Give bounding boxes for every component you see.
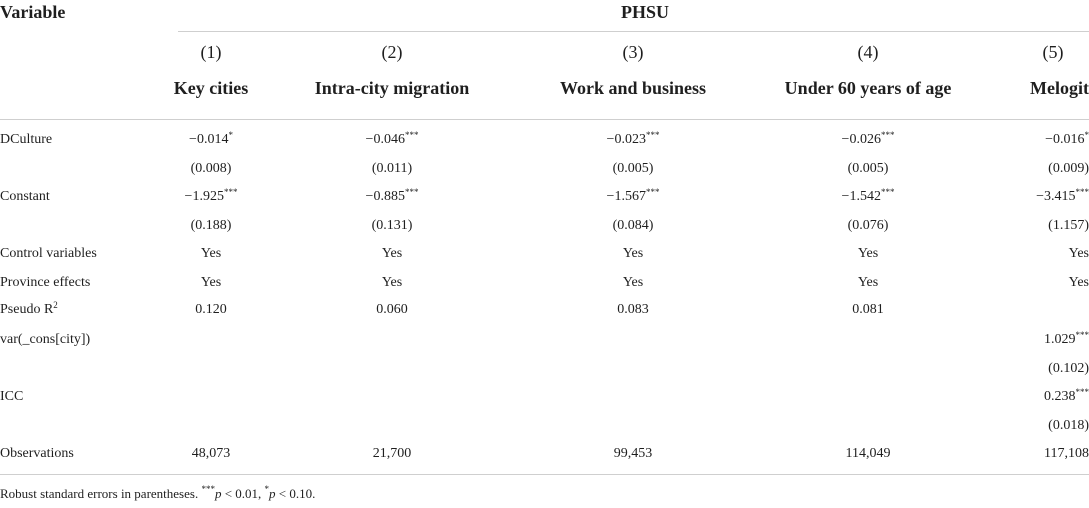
cell-value: −0.016 <box>1045 132 1085 147</box>
cell-value: 99,453 <box>613 446 653 461</box>
row-label-text: ICC <box>0 389 24 404</box>
cell-value: (0.005) <box>847 161 889 176</box>
row-label-text: Province effects <box>0 275 91 290</box>
cell-value: Yes <box>200 246 222 261</box>
table-cell <box>332 132 452 148</box>
cell-value: (0.009) <box>1048 161 1089 176</box>
significance-stars: * <box>1084 130 1089 140</box>
variable-header: Variable <box>0 2 66 22</box>
table-cell <box>808 302 928 318</box>
cell-value: 117,108 <box>1044 446 1089 461</box>
row-label-text: DCulture <box>0 132 53 147</box>
table-cell <box>808 446 928 462</box>
row-label <box>0 332 90 348</box>
row-label <box>0 132 52 148</box>
table-footnote <box>0 486 315 502</box>
cell-value: (0.018) <box>1048 418 1089 433</box>
table-cell <box>573 302 693 318</box>
significance-stars: *** <box>404 187 419 197</box>
column-number: (2) <box>381 42 403 62</box>
table-cell <box>1069 275 1089 291</box>
table-cell <box>332 302 452 318</box>
table-cell <box>808 275 928 291</box>
row-label-text: Control variables <box>0 246 97 261</box>
significance-stars: *** <box>223 187 238 197</box>
footnote-stars-1: *** <box>201 484 215 494</box>
row-label-text: var(_cons[city]) <box>0 332 91 347</box>
table-cell <box>808 161 928 177</box>
header-rule <box>0 119 1089 120</box>
table-cell <box>573 275 693 291</box>
cell-value: (0.011) <box>371 161 413 176</box>
table-cell <box>1048 161 1089 177</box>
table-cell <box>573 161 693 177</box>
table-cell <box>332 218 452 234</box>
cell-value: (0.084) <box>612 218 654 233</box>
table-cell <box>332 275 452 291</box>
table-cell <box>151 161 271 177</box>
table-cell <box>573 189 693 205</box>
cell-value: (0.131) <box>371 218 413 233</box>
table-cell <box>1048 361 1089 377</box>
table-cell <box>332 189 452 205</box>
cell-value: −1.567 <box>606 189 646 204</box>
footnote-text: Robust standard errors in parentheses. <box>0 486 199 501</box>
column-label: Intra-city migration <box>314 78 470 98</box>
table-cell <box>1048 218 1089 234</box>
row-label <box>0 446 74 462</box>
footnote-p-1: p <box>214 486 222 501</box>
cell-value: Yes <box>200 275 222 290</box>
row-label <box>0 246 97 262</box>
table-cell <box>1048 418 1089 434</box>
significance-stars: *** <box>645 130 660 140</box>
significance-stars: *** <box>1075 330 1089 340</box>
cell-value: Yes <box>1068 275 1089 290</box>
column-number: (5) <box>1042 42 1064 62</box>
cell-value: −3.415 <box>1036 189 1076 204</box>
cell-value: −0.026 <box>841 132 881 147</box>
row-label <box>0 189 50 205</box>
row-label-text: Observations <box>0 446 74 461</box>
significance-stars: *** <box>404 130 419 140</box>
cell-value: Yes <box>381 246 403 261</box>
table-cell <box>151 246 271 262</box>
cell-value: Yes <box>857 246 879 261</box>
column-number: (1) <box>200 42 222 62</box>
cell-value: −1.542 <box>841 189 881 204</box>
table-cell <box>573 446 693 462</box>
significance-stars: *** <box>1075 187 1089 197</box>
significance-stars: *** <box>880 130 895 140</box>
table-cell <box>573 246 693 262</box>
table-cell <box>573 132 693 148</box>
table-cell <box>1044 446 1089 462</box>
cell-value: 48,073 <box>191 446 231 461</box>
table-cell <box>332 446 452 462</box>
cell-value: 114,049 <box>845 446 891 461</box>
row-label-text: Constant <box>0 189 50 204</box>
cell-value: 0.238 <box>1044 389 1076 404</box>
cell-value: (0.188) <box>190 218 232 233</box>
footnote-threshold-2: < 0.10. <box>275 486 316 501</box>
table-cell <box>1044 389 1089 405</box>
table-cell <box>808 218 928 234</box>
table-cell <box>573 218 693 234</box>
footnote-stars-2: * <box>264 484 270 494</box>
cell-value: Yes <box>622 275 644 290</box>
table-cell <box>151 302 271 318</box>
significance-stars: *** <box>645 187 660 197</box>
group-header: PHSU <box>621 2 670 22</box>
cell-value: (1.157) <box>1048 218 1089 233</box>
bottom-rule <box>0 474 1089 475</box>
cell-value: −0.046 <box>365 132 405 147</box>
table-cell <box>332 246 452 262</box>
cell-value: (0.076) <box>847 218 889 233</box>
cell-value: Yes <box>1068 246 1089 261</box>
table-cell <box>1045 132 1089 148</box>
cell-value: 0.083 <box>617 302 649 317</box>
cell-value: Yes <box>622 246 644 261</box>
cell-value: Yes <box>857 275 879 290</box>
table-cell <box>808 246 928 262</box>
cell-value: −0.023 <box>606 132 646 147</box>
group-header-rule <box>178 31 1089 32</box>
table-cell <box>1036 189 1089 205</box>
column-label: Melogit <box>1030 78 1089 98</box>
table-cell <box>1069 246 1089 262</box>
cell-value: 1.029 <box>1044 332 1076 347</box>
footnote-p-2: p <box>269 486 276 501</box>
cell-value: 21,700 <box>372 446 412 461</box>
significance-stars: *** <box>1075 387 1089 397</box>
row-label-superscript: 2 <box>53 300 58 310</box>
cell-value: 0.120 <box>195 302 227 317</box>
row-label <box>0 302 58 318</box>
column-number: (4) <box>857 42 879 62</box>
table-cell <box>151 189 271 205</box>
column-label: Work and business <box>559 78 707 98</box>
column-label: Under 60 years of age <box>784 78 952 98</box>
table-cell <box>1044 332 1089 348</box>
table-cell <box>151 275 271 291</box>
table-cell <box>808 132 928 148</box>
row-label <box>0 389 23 405</box>
cell-value: −1.925 <box>184 189 224 204</box>
column-label: Key cities <box>173 78 249 98</box>
footnote-threshold-1: < 0.01, <box>221 486 265 501</box>
cell-value: (0.005) <box>612 161 654 176</box>
table-cell <box>332 161 452 177</box>
cell-value: Yes <box>381 275 403 290</box>
cell-value: −0.014 <box>189 132 229 147</box>
table-cell <box>151 132 271 148</box>
table-cell <box>151 218 271 234</box>
significance-stars: *** <box>880 187 895 197</box>
cell-value: (0.102) <box>1048 361 1089 376</box>
row-label-text: Pseudo R <box>0 302 54 317</box>
significance-stars: * <box>228 130 233 140</box>
table-cell <box>808 189 928 205</box>
cell-value: (0.008) <box>190 161 232 176</box>
table-cell <box>151 446 271 462</box>
cell-value: −0.885 <box>365 189 405 204</box>
cell-value: 0.081 <box>852 302 884 317</box>
cell-value: 0.060 <box>376 302 408 317</box>
row-label <box>0 275 90 291</box>
column-number: (3) <box>622 42 644 62</box>
